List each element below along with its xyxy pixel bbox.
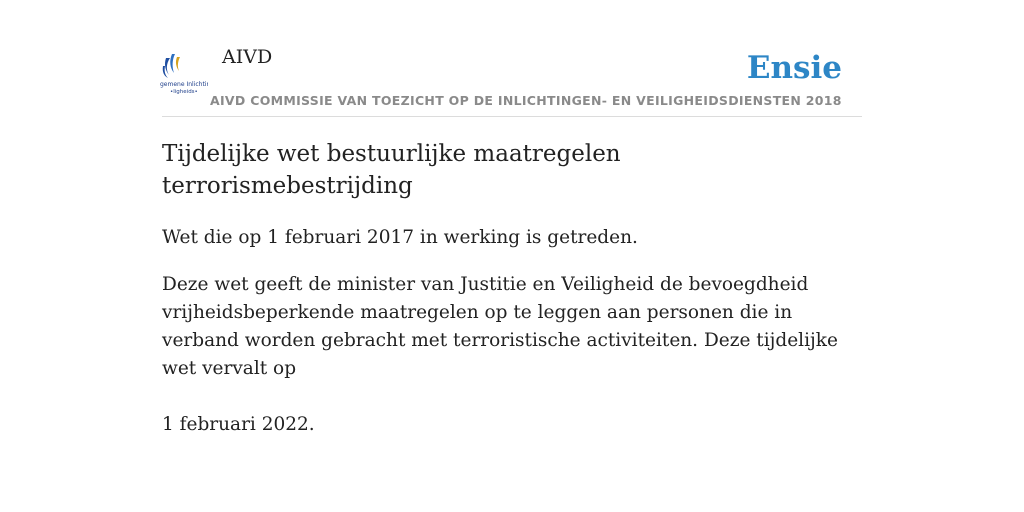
page-header: [162, 40, 862, 117]
article-content: [162, 138, 862, 439]
description-paragraph: Deze wet geeft de minister van Justitie en Veiligheid de bevoegdheid vrijheidsbeperkende maatregelen op te leggen aan personen die in verband worden gebracht met terroristische activiteiten. Deze tijdelijke wet vervalt op: [162, 274, 838, 379]
svg-text:gemene Inlichtir: gemene Inlichtir: [160, 81, 208, 88]
header-subtitle[interactable]: AIVD COMMISSIE VAN TOEZICHT OP DE INLICHTINGEN- EN VEILIGHEIDSDIENSTEN 2018: [210, 93, 842, 108]
brand-logo[interactable]: Ensie: [746, 50, 842, 86]
aivd-logo-icon[interactable]: [160, 48, 208, 96]
svg-text:•ligheids•: •ligheids•: [170, 89, 198, 95]
expiry-date-paragraph: 1 februari 2022.: [162, 414, 315, 435]
definition-paragraph: Wet die op 1 februari 2017 in werking is getreden.: [162, 227, 638, 248]
site-name[interactable]: AIVD: [222, 46, 273, 68]
page-title: Tijdelijke wet bestuurlijke maatregelen terrorismebestrijding: [162, 141, 621, 199]
